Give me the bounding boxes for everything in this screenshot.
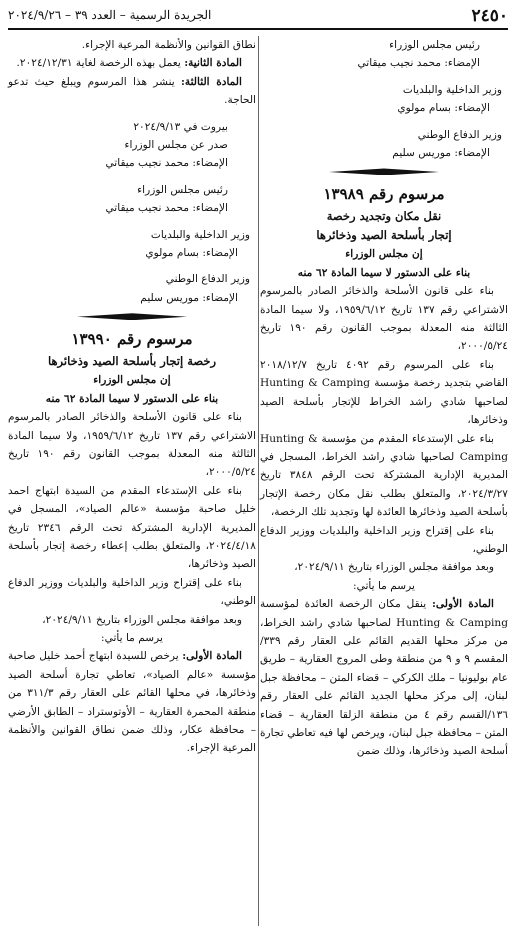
signature-name: الإمضاء: موريس سليم: [392, 147, 490, 160]
signature-name: الإمضاء: محمد نجيب ميقاتي: [105, 157, 228, 170]
decree-number: مرسوم رقم ١٣٩٩٠: [71, 330, 193, 349]
recital: وبعد موافقة مجلس الوزراء بتاريخ ٢٠٢٤/٩/١١،: [42, 613, 242, 626]
recital: بناء على إقتراح وزير الداخلية والبلديات ووزير الدفاع الوطني،: [260, 524, 508, 555]
issued-by: صدر عن مجلس الوزراء: [124, 139, 228, 152]
signature-role: رئيس مجلس الوزراء: [389, 39, 480, 51]
article: [8, 647, 256, 757]
constitution-basis: بناء على الدستور لا سيما المادة ٦٢ منه: [45, 392, 219, 405]
article: [8, 73, 256, 110]
article-text: يرخص للسيدة ابتهاج أحمد خليل صاحبة مؤسسة «عالم الصياد»، تعاطي تجارة أسلحة الصيد وذخائرها، في محلها القائم على العقار رقم ٣١١/٣ من منطقة المحمرة العقارية – الأوتوستراد – الطابق الأرضي – محافظة عكار، وذلك ضمن نطاق القوانين والأنظمة المرعية الإجراء.: [8, 650, 256, 755]
decree-title: نقل مكان وتجديد رخصة: [326, 209, 442, 224]
signature-name: الإمضاء: محمد نجيب ميقاتي: [105, 202, 228, 215]
recital: بناء على الإستدعاء المقدم من مؤسسة Hunting & Camping لصاحبها شادي راشد الخراط، المسجل في المديرية الإدارية المشتركة تحت الرقم ٣٨٤٨ تاريخ ٢٠٢٤/٣/٢٧، والمتعلق بطلب نقل مكان رخصة الإتجار بأسلحة الصيد وذخائرها العائدة لها وتجديد تلك الرخصة،: [260, 432, 508, 519]
signature-role: وزير الدفاع الوطني: [417, 128, 502, 141]
article-text: يعمل بهذه الرخصة لغاية ٢٠٢٤/١٢/٣١.: [16, 57, 185, 70]
decrees-line: يرسم ما يأتي:: [101, 631, 163, 644]
article-label: المادة الثالثة:: [181, 75, 242, 88]
recital: بناء على قانون الأسلحة والذخائر الصادر بالمرسوم الاشتراعي رقم ١٣٧ تاريخ ١٩٥٩/٦/١٢، ولا سيما المادة الثالثة منه المعدلة بموجب القانون رقم ١٩٠ تاريخ ٢٠٠٠/٥/٢٤،: [260, 285, 508, 353]
right-column: [260, 36, 508, 761]
decrees-line: يرسم ما يأتي:: [353, 579, 415, 592]
article-text: ينقل مكان الرخصة العائدة لمؤسسة Hunting & Camping لصاحبها شادي راشد الخراط، من مركز محلها القديم القائم على العقار رقم ٣٣٩/المقسم ٩ و ٩ من منطقة وطى المروج العقارية – طريق عام بوليونيا – ملك الكركي – قضاء المتن – محافظة جبل لبنان، إلى مركز محلها الجديد القائم على العقار رقم ١٣٦/القسم رقم ٤ من منطقة الزلقا العقارية – قضاء المتن – محافظة جبل لبنان، ويرخص لها فيه تعاطي تجارة أسلحة الصيد وذخائرها، وذلك ضمن: [260, 598, 508, 758]
page-number: ٢٤٥٠: [471, 6, 508, 26]
article-text: ينشر هذا المرسوم ويبلغ حيث تدعو الحاجة.: [8, 75, 256, 107]
signature-role: رئيس مجلس الوزراء: [137, 183, 228, 196]
article: [8, 54, 256, 72]
decree-title: رخصة إتجار بأسلحة الصيد وذخائرها: [47, 354, 216, 369]
signature-name: الإمضاء: بسام مولوي: [397, 102, 490, 115]
recital: بناء على قانون الأسلحة والذخائر الصادر بالمرسوم الاشتراعي رقم ١٣٧ تاريخ ١٩٥٩/٦/١٢، ولا سيما المادة الثالثة منه المعدلة بموجب القانون رقم ١٩٠ تاريخ ٢٠٠٠/٥/٢٤،: [8, 411, 256, 479]
left-column: [8, 36, 256, 758]
article-continuation: نطاق القوانين والأنظمة المرعية الإجراء.: [81, 39, 256, 51]
article-label: المادة الأولى:: [431, 598, 494, 611]
signature-name: الإمضاء: بسام مولوي: [145, 247, 238, 260]
decree-number: مرسوم رقم ١٣٩٨٩: [323, 185, 445, 204]
section-divider: [77, 313, 187, 320]
signature-role: وزير الداخلية والبلديات: [150, 228, 250, 241]
signature-name: الإمضاء: موريس سليم: [140, 291, 238, 304]
council-heading: إن مجلس الوزراء: [93, 374, 171, 387]
decree-title: إتجار بأسلحة الصيد وذخائرها: [316, 228, 452, 243]
constitution-basis: بناء على الدستور لا سيما المادة ٦٢ منه: [297, 266, 471, 279]
signature-role: وزير الدفاع الوطني: [165, 273, 250, 286]
column-divider: [258, 36, 259, 926]
section-divider: [329, 168, 439, 175]
recital: وبعد موافقة مجلس الوزراء بتاريخ ٢٠٢٤/٩/١١،: [294, 561, 494, 574]
article: [260, 595, 508, 761]
article-label: المادة الأولى:: [182, 650, 242, 663]
place-date: بيروت في ٢٠٢٤/٩/١٣: [133, 120, 228, 133]
recital: بناء على إقتراح وزير الداخلية والبلديات ووزير الدفاع الوطني،: [8, 576, 256, 608]
signature-name: الإمضاء: محمد نجيب ميقاتي: [357, 57, 480, 70]
council-heading: إن مجلس الوزراء: [345, 248, 423, 261]
signature-role: وزير الداخلية والبلديات: [402, 83, 502, 96]
recital: بناء على الإستدعاء المقدم من السيدة ابتهاج احمد خليل صاحبة مؤسسة «عالم الصياد»، المسجل في المديرية الإدارية المشتركة تحت الرقم ٢٣٤٦ تاريخ ٢٠٢٤/٤/١٨، والمتعلق بطلب إعطاء رخصة إتجار بأسلحة الصيد وذخائرها،: [8, 484, 256, 571]
gazette-title: الجريدة الرسمية – العدد ٣٩ – ٢٠٢٤/٩/٢٦: [8, 8, 212, 22]
article-label: المادة الثانية:: [184, 57, 242, 70]
page-header: [8, 6, 508, 30]
recital: بناء على المرسوم رقم ٤٠٩٢ تاريخ ٢٠١٨/١٢/٧ القاضي بتجديد رخصة مؤسسة Hunting & Camping لصاحبها شادي راشد الخراط للإتجار بأسلحة الصيد وذخائرها،: [260, 358, 508, 427]
